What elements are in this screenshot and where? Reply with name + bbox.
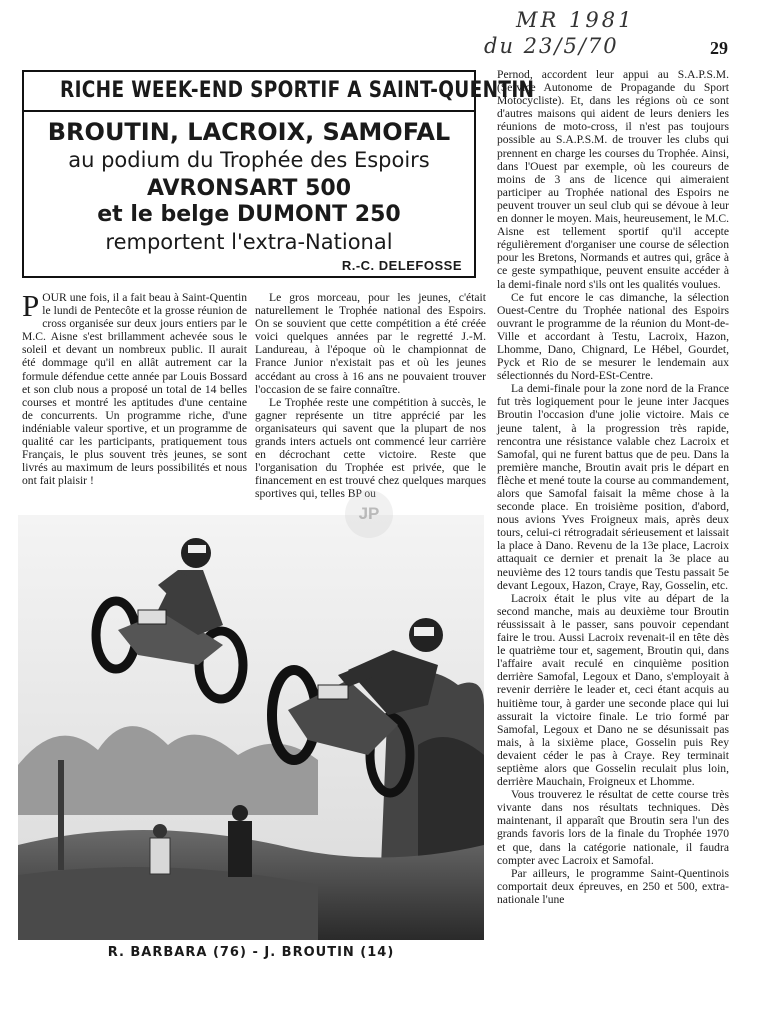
- headline-sub: au podium du Trophée des Espoirs: [68, 148, 430, 172]
- photo-illustration: [18, 515, 484, 940]
- headline-box: [22, 70, 535, 278]
- watermark-logo: JP: [345, 490, 393, 538]
- article-column-middle: [255, 291, 486, 501]
- headline-divider: [24, 110, 474, 112]
- motocross-photo: [18, 515, 484, 940]
- article-paragraph: Pernod, accordent leur appui au S.A.P.S.M. (Service Autonome de Propagande du Sport Motocycliste). Et, dans les régions où ce sont d'autres maisons qui aident de leurs deniers les réunions de moto-cross, il n'est pas toujours possible au S.A.P.S.M. de trouver les clubs qui prennent en charge les courses du Trophée. Ainsi, dans l'Ouest par exemple, où les coureurs de moins de 3 ans de licence qui aimeraient participer au Trophée national des Espoirs ne peuvent trouver un seul club qui se dévoue à leur en donner le moyen. Mais, heureusement, le M.C. Aisne est tellement sportif qu'il accepte régulièrement d'organiser une course de sélection pour les Bretons, Normands et autres qui, grâce à ce geste sympathique, peuvent ensuite accéder à la demi-finale nord s'ils ont les qualités voulues.: [497, 68, 729, 291]
- article-paragraph: Le Trophée reste une compétition à succès, le gagner représente un titre apprécié par les organisateurs qui savent que la plupart de nos grands inters actuels ont commencé leur carrière en décrochant cette victoire. Reste que l'organisation du Trophée est privée, que le financement en est trouvé chez quelques marques sportives qui, telles BP ou: [255, 395, 486, 501]
- article-paragraph: Lacroix était le plus vite au départ de la second manche, mais au deuxième tour Broutin réussissait à le passer, sans pouvoir cependant faire le trou. Aussi Lacroix revenait-il en tête dès le quatrième tour et, sagement, Broutin qui, dans l'affaire avait reculé en cinquième position derrière Samofal, Legoux et Dano, s'employait à revenir derrière le leader et, ceci étant acquis au huitième tour, à garder une seconde place qui lui assurait la victoire finale. Le trio formé par Samofal, Legoux et Dano ne se désunissait pas mais, à la sixième place, Gosselin puis Rey devaient céder le pas à Craye. Rey terminait septième alors que Gosselin reculait plus loin, derrière Mauchain, Froigneux et Lhomme.: [497, 591, 729, 789]
- article-column-left: [22, 288, 247, 488]
- dropcap: P: [22, 288, 40, 323]
- article-paragraph: Vous trouverez le résultat de cette course très vivante dans nos résultats techniques. Dès maintenant, il apparaît que Broutin sera l'un des grands favoris lors de la finale du Trophée 1970 et que, dans la catégorie nationale, il faudra compter avec Lacroix et Samofal.: [497, 788, 729, 867]
- headline-winner-500: AVRONSART 500: [146, 176, 352, 201]
- article-paragraph: Le gros morceau, pour les jeunes, c'était naturellement le Trophée national des Espoirs. On se souvient que cette compétition a été créée voici quelques années par le regretté J.-M. Landureau, à l'époque où le championnat de France Junior n'existait pas et où les jeunes accédant au cross à 16 ans ne pouvaient trouver l'occasion de se faire connaître.: [255, 291, 486, 396]
- headline-winner-250: et le belge DUMONT 250: [97, 202, 401, 227]
- headline-extra-national: remportent l'extra-National: [105, 230, 393, 254]
- handwritten-note-line2: du 23/5/70: [484, 34, 619, 58]
- handwritten-note: [480, 8, 655, 66]
- byline: R.-C. DELEFOSSE: [341, 258, 462, 273]
- photo-caption: R. BARBARA (76) - J. BROUTIN (14): [107, 945, 395, 960]
- article-column-right: [497, 68, 729, 906]
- page-number: 29: [710, 38, 728, 58]
- article-paragraph: OUR une fois, il a fait beau à Saint-Quentin le lundi de Pentecôte et la grosse réunion de cross organisée sur deux jours entiers par le M.C. Aisne s'est brillamment achevée sous le soleil et devant un nombreux public. Il aurait été dommage qu'il en allât autrement car la formule défendue cette année par Louis Bossard et son club nous a proposé un total de 14 belles courses et montré les aptitudes d'une centaine de concurrents. Un programme riche, d'une indéniable valeur sportive, et un programme de qualité car les participants, pratiquement tous Français, le plus souvent très jeunes, se sont livrés au maximum de leurs possibilités et nous ont fait plaisir !: [22, 291, 247, 488]
- handwritten-note-line1: MR 1981: [516, 8, 635, 32]
- article-paragraph: La demi-finale pour la zone nord de la France fut très logiquement pour le jeune inter Jacques Broutin l'occasion d'une jolie victoire. Mais ce jeune talent, à la progression très rapide, rencontra une résistance valable chez Lacroix et Samofal, qui ne furent battus que de peu. Dans la première manche, Broutin avait pris le départ en flèche et mené toute la course au commandement, alors que Samofal faisait la même chose à la seconde place. En troisième position, d'abord, nous avions Yves Froigneux mais, après deux tours, celui-ci rétrogradait sérieusement et laissait la place à Dano. Revenu de la 13e place, Lacroix attaquait ce dernier et prenait la 3e place au neuvième des 12 tours tandis que Testu passait 5e devant Legoux, Hazon, Craye, Ray, Gosselin, etc.: [497, 382, 729, 592]
- headline-kicker: RICHE WEEK-END SPORTIF A SAINT-QUENTIN: [60, 78, 535, 103]
- article-paragraph: Par ailleurs, le programme Saint-Quentinois comportait deux épreuves, en 250 et 500, extra-nationale l'une: [497, 866, 729, 906]
- headline-main: BROUTIN, LACROIX, SAMOFAL: [47, 118, 451, 146]
- article-paragraph: Ce fut encore le cas dimanche, la sélection Ouest-Centre du Trophée national des Espoirs ouvrant le programme de la réunion du Mont-de-Ville et accordant à Testu, Lacroix, Hazon, Lhomme, Dano, Chignard, Le Hébel, Gourdet, Pyck et Rio de se mesurer le lendemain aux sélectionnés du Nord-ESt-Centre.: [497, 290, 729, 383]
